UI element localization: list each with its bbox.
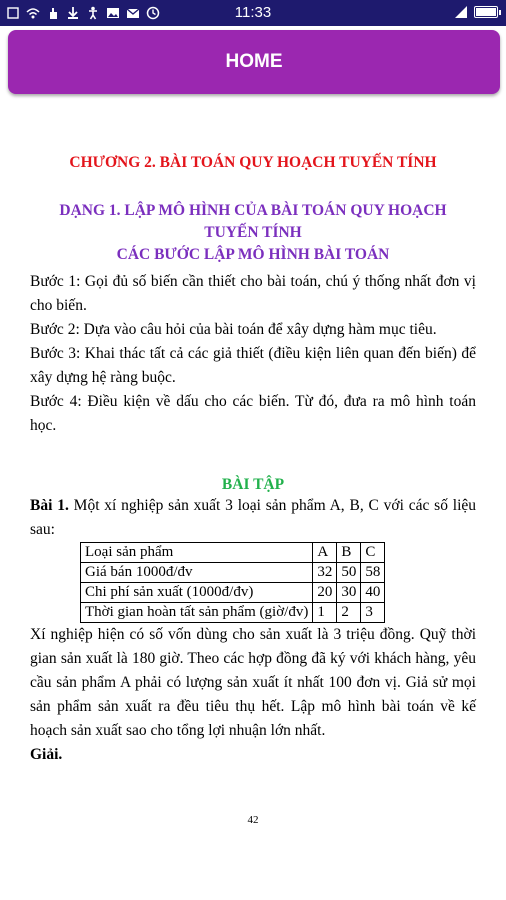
exercise-heading: BÀI TẬP	[221, 476, 285, 493]
table-cell: A	[313, 543, 337, 563]
table-cell: 50	[337, 563, 361, 583]
signal-icon	[454, 5, 468, 19]
table-cell: 1	[313, 603, 337, 623]
table-row	[81, 603, 385, 623]
steps-list	[30, 270, 476, 438]
step-4: Bước 4: Điều kiện về dấu cho các biến. Từ đó, đưa ra mô hình toán học.	[30, 393, 476, 434]
table-cell: 30	[337, 583, 361, 603]
table-cell: 58	[361, 563, 385, 583]
table-row	[81, 583, 385, 603]
solution-label: Giải.	[30, 746, 63, 763]
table-cell: 3	[361, 603, 385, 623]
status-bar-right-icons	[454, 5, 498, 19]
table-row	[81, 563, 385, 583]
table-cell: 40	[361, 583, 385, 603]
page-number: 42	[247, 814, 259, 826]
document-page	[30, 150, 476, 767]
step-3: Bước 3: Khai thác tất cả các giả thiết (điều kiện liên quan đến biến) để xây dựng hệ ràng buộc.	[30, 345, 476, 386]
table-cell: Chi phí sản xuất (1000đ/đv)	[81, 583, 313, 603]
steps-title: CÁC BƯỚC LẬP MÔ HÌNH BÀI TOÁN	[116, 246, 390, 263]
problem-intro-paragraph	[30, 494, 476, 542]
status-bar-time: 11:33	[234, 4, 272, 21]
problem	[30, 494, 476, 767]
home-button[interactable]: HOME	[8, 30, 500, 94]
section-title	[30, 200, 476, 266]
product-table	[80, 542, 385, 623]
table-cell: 2	[337, 603, 361, 623]
table-cell: 32	[313, 563, 337, 583]
section-title-line2: TUYẾN TÍNH	[204, 224, 302, 241]
table-cell: Giá bán 1000đ/đv	[81, 563, 313, 583]
table-cell: Loại sản phẩm	[81, 543, 313, 563]
section-title-line1: DẠNG 1. LẬP MÔ HÌNH CỦA BÀI TOÁN QUY HOẠCH	[59, 202, 447, 219]
step-1: Bước 1: Gọi đủ số biến cần thiết cho bài toán, chú ý thống nhất đơn vị cho biến.	[30, 273, 476, 314]
status-bar	[0, 0, 506, 26]
problem-body: Xí nghiệp hiện có số vốn dùng cho sản xuất là 3 triệu đồng. Quỹ thời gian sản xuất là 180 giờ. Theo các hợp đồng đã ký với khách hàng, yêu cầu sản phẩm A phải có lượng sản xuất ít nhất 100 đơn vị. Giả sử mọi sản phẩm sản xuất ra đều tiêu thụ hết. Lập mô hình bài toán về kế hoạch sản xuất sao cho tổng lợi nhuận lớn nhất.	[30, 626, 476, 739]
table-cell: B	[337, 543, 361, 563]
battery-icon	[474, 6, 498, 18]
problem-intro: Một xí nghiệp sản xuất 3 loại sản phẩm A, B, C với các số liệu sau:	[30, 497, 477, 538]
table-cell: C	[361, 543, 385, 563]
step-2: Bước 2: Dựa vào câu hỏi của bài toán để xây dựng hàm mục tiêu.	[30, 321, 437, 338]
table-cell: Thời gian hoàn tất sản phẩm (giờ/đv)	[81, 603, 313, 623]
table-header-row	[81, 543, 385, 563]
table-cell: 20	[313, 583, 337, 603]
chapter-title: CHƯƠNG 2. BÀI TOÁN QUY HOẠCH TUYẾN TÍNH	[69, 154, 437, 171]
problem-label: Bài 1.	[30, 497, 69, 514]
